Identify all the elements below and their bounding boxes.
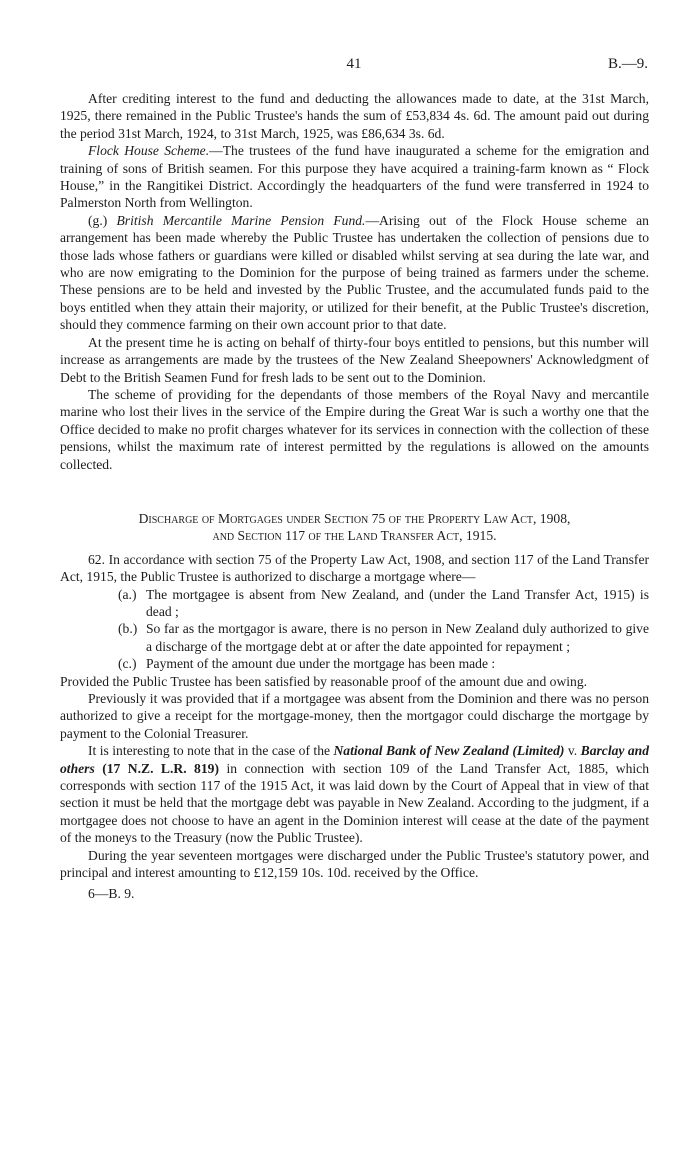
footer-signature: 6—B. 9. bbox=[88, 886, 135, 902]
paragraph-pension-fund bbox=[60, 212, 649, 334]
flock-house-body: —The trustees of the fund have inaugurated a scheme for the emigration and training of sons of British seamen. For this purpose they have acquired a training-farm known as “ Flock House,” in the Rangitikei District. Accordingly the headquarters of the fund were transferred in 1924 to Palmerston North from Wellington. bbox=[60, 143, 649, 211]
case-law-intro: It is interesting to note that in the case of the bbox=[88, 743, 334, 759]
list-item-text: The mortgagee is absent from New Zealand, and (under the Land Transfer Act, 1915) is dead ; bbox=[146, 586, 649, 619]
case-name-plaintiff: National Bank of New Zealand (Limited) bbox=[333, 743, 565, 759]
paragraph-62: 62. In accordance with section 75 of the Property Law Act, 1908, and section 117 of the Land Transfer Act, 1915, the Public Trustee is authorized to discharge a mortgage where— bbox=[60, 551, 649, 585]
list-item bbox=[118, 655, 649, 672]
page-header bbox=[60, 56, 648, 76]
list-item-text: Payment of the amount due under the mortgage has been made : bbox=[146, 656, 496, 672]
list-item bbox=[118, 586, 649, 621]
document-reference: B.—9. bbox=[607, 56, 648, 72]
paragraph-flock-house bbox=[60, 142, 649, 212]
paragraph-discharged-mortgages: During the year seventeen mortgages were discharged under the Public Trustee's statutory power, and principal and interest amounting to £12,159 10s. 10d. received by the Office. bbox=[60, 847, 649, 881]
paragraph-proviso: Provided the Public Trustee has been satisfied by reasonable proof of the amount due and owing. bbox=[60, 673, 588, 689]
list-item-text: So far as the mortgagor is aware, there is no person in New Zealand duly authorized to give a discharge of the mortgage debt at or after the date appointed for repayment ; bbox=[146, 621, 649, 654]
pension-fund-body: —Arising out of the Flock House scheme an arrangement has been made whereby the Public Trustee has undertaken the collection of pensions due to those lads whose fathers or guardians were killed or disabled whilst serving at sea during the late war, and who are now emigrating to the Dominion for the purpose of being trained as farmers under the scheme. These pensions are to be held and invested by the Public Trustee, and the accumulated funds paid to the boys entitled when they attain their majority, or utilized for their benefit, at the Public Trustee's discretion, should they commence farming on their own account prior to that date. bbox=[60, 212, 649, 333]
case-versus: v. bbox=[564, 743, 581, 759]
paragraph-dependants-scheme: The scheme of providing for the dependants of those members of the Royal Navy and mercantile marine who lost their lives in the service of the Empire during the Great War is such a worthy one that the Office decided to make no profit charges whatever for its services in connection with the collection of these pensions, whilst the maximum rate of interest permitted by the regulations is allowed on the amounts collected. bbox=[60, 386, 649, 472]
list-item-marker: (a.) bbox=[118, 586, 137, 602]
page-body bbox=[60, 90, 649, 903]
case-citation: (17 N.Z. L.R. 819) bbox=[94, 760, 219, 776]
pension-fund-number: (g.) bbox=[88, 212, 108, 228]
section-heading bbox=[60, 510, 649, 545]
list-item-marker: (b.) bbox=[118, 621, 138, 637]
paragraph-fund-balance: After crediting interest to the fund and deducting the allowances made to date, at the 31st March, 1925, there remained in the Public Trustee's hands the sum of £53,834 4s. 6d. The amount paid out during the period 31st March, 1924, to 31st March, 1925, was £86,634 3s. 6d. bbox=[60, 91, 649, 141]
case-law-body: in connection with section 109 of the Land Transfer Act, 1885, which corresponds with section 117 of the 1915 Act, it was laid down by the Court of Appeal that in view of that section it must be held that the mortgage debt was payable in New Zealand. According to the judgment, if a mortgagee does not choose to have an agent in the Dominion interest will cease at the date of the payment of the moneys to the Treasury (now the Public Trustee). bbox=[60, 760, 649, 846]
list-item-marker: (c.) bbox=[118, 656, 137, 672]
flock-house-title: Flock House Scheme. bbox=[88, 143, 210, 159]
section-heading-line-2: and Section 117 of the Land Transfer Act, 1915. bbox=[212, 528, 497, 544]
list-item bbox=[118, 620, 649, 655]
section-heading-line-1: Discharge of Mortgages under Section 75 of the Property Law Act, 1908, bbox=[138, 510, 571, 526]
page-number: 41 bbox=[346, 56, 362, 72]
case-name-defendant: Barclay and others bbox=[60, 743, 650, 776]
paragraph-case-law bbox=[60, 742, 649, 846]
paragraph-thirty-four-boys: At the present time he is acting on behalf of thirty-four boys entitled to pensions, but this number will increase as arrangements are made by the trustees of the New Zealand Sheepowners' Acknowledgment of Debt to the British Seamen Fund for fresh lads to be sent out to the Dominion. bbox=[60, 334, 649, 385]
paragraph-previously: Previously it was provided that if a mortgagee was absent from the Dominion and there was no person authorized to give a receipt for the mortgage-money, then the mortgagor could discharge the mortgage by payment to the Colonial Treasurer. bbox=[60, 691, 649, 741]
pension-fund-title: British Mercantile Marine Pension Fund. bbox=[116, 212, 366, 228]
conditions-list bbox=[60, 586, 649, 673]
